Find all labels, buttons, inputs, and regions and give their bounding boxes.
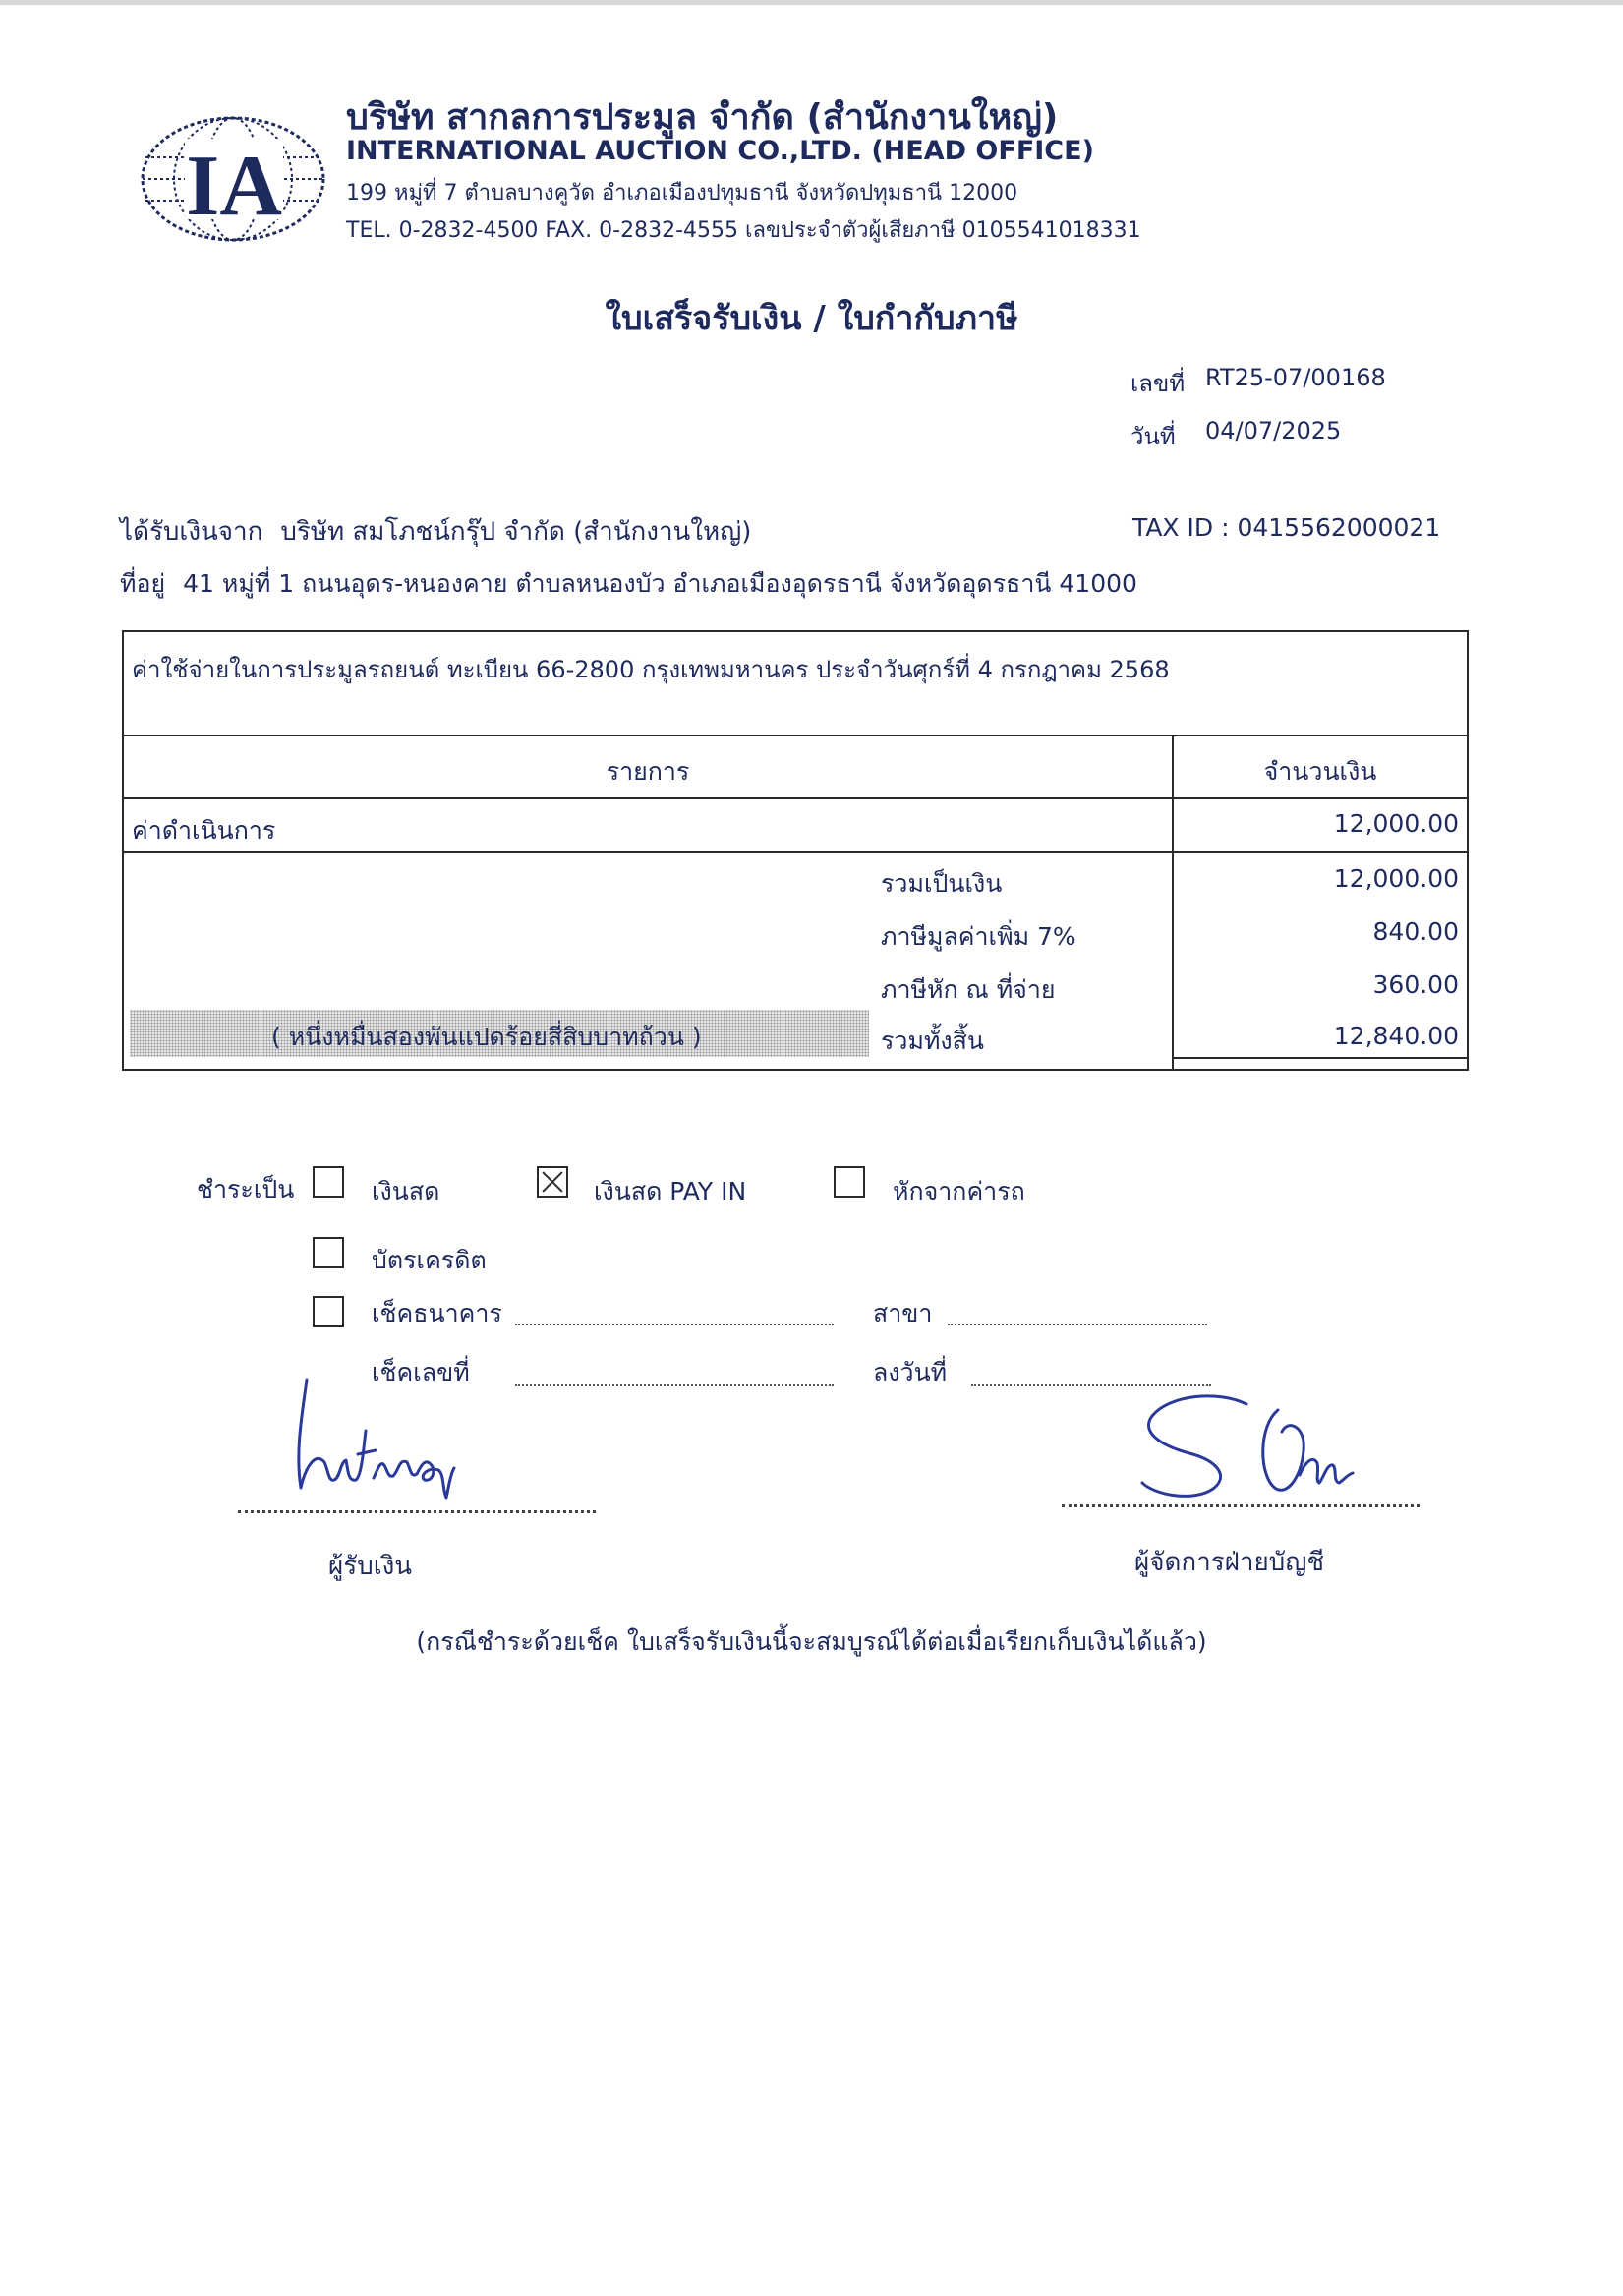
receipt-table [122,630,1469,1071]
customer-tax-id: TAX ID : 0415562000021 [1132,513,1441,542]
dated-label: ลงวันที่ [873,1358,948,1386]
receiver-signature-line [238,1510,596,1513]
bank-cheque-label: เช็คธนาคาร [372,1299,502,1327]
received-from [120,511,769,552]
customer-address-row [120,564,1137,604]
withholding-tax-amount: 360.00 [1372,971,1459,999]
deduct-from-car-checkbox[interactable] [834,1166,865,1198]
manager-label: ผู้จัดการฝ่ายบัญชี [1134,1548,1325,1577]
scan-edge [0,0,1623,5]
cash-checkbox[interactable] [313,1166,344,1198]
cheque-number-label: เช็คเลขที่ [372,1358,470,1386]
vat-label: ภาษีมูลค่าเพิ่ม 7% [881,922,1076,951]
manager-signature [1130,1386,1366,1504]
credit-card-checkbox[interactable] [313,1237,344,1268]
receiver-signature [285,1372,482,1504]
company-contact: TEL. 0-2832-4500 FAX. 0-2832-4555 เลขประจำตัวผู้เสียภาษี 0105541018331 [346,218,1141,243]
subtotal-label: รวมเป็นเงิน [881,869,1003,898]
company-logo [138,113,329,246]
company-name-thai: บริษัท สากลการประมูล จำกัด (สำนักงานใหญ่) [346,97,1059,138]
receiver-label: ผู้รับเงิน [328,1552,413,1581]
subtotal-amount: 12,000.00 [1333,864,1459,893]
customer-address: 41 หมู่ที่ 1 ถนนอุดร-หนองคาย ตำบลหนองบัว อำเภอเมืองอุดรธานี จังหวัดอุดรธานี 41000 [183,569,1137,598]
vat-amount: 840.00 [1372,917,1459,946]
logo-text: IA [186,139,282,234]
cash-payin-label: เงินสด PAY IN [594,1177,747,1206]
doc-number-label: เลขที่ [1130,370,1186,397]
branch-label: สาขา [873,1299,933,1327]
customer-name: บริษัท สมโภชน์กรุ๊ป จำกัด (สำนักงานใหญ่) [280,517,752,547]
branch-line [948,1324,1207,1325]
cash-label: เงินสด [372,1177,440,1206]
company-address: 199 หมู่ที่ 7 ตำบลบางคูวัด อำเภอเมืองปทุมธานี จังหวัดปทุมธานี 12000 [346,181,1018,206]
doc-date-label: วันที่ [1130,423,1176,450]
cheque-number-line [515,1384,834,1386]
received-from-label: ได้รับเงินจาก [120,517,263,547]
document-title: ใบเสร็จรับเงิน / ใบกำกับภาษี [605,299,1018,338]
cash-payin-checkbox[interactable] [537,1166,568,1198]
withholding-tax-label: ภาษีหัก ณ ที่จ่าย [881,975,1056,1004]
item-amount: 12,000.00 [1333,809,1459,838]
total-label: รวมทั้งสิ้น [881,1027,984,1055]
company-name-english: INTERNATIONAL AUCTION CO.,LTD. (HEAD OFFICE) [346,136,1094,166]
total-in-words: ( หนึ่งหมื่นสองพันแปดร้อยสี่สิบบาทถ้วน ) [271,1023,702,1051]
doc-number: RT25-07/00168 [1205,364,1386,391]
bank-cheque-line [515,1324,834,1325]
total-amount: 12,840.00 [1333,1022,1459,1050]
doc-date: 04/07/2025 [1205,417,1342,444]
bank-cheque-checkbox[interactable] [313,1296,344,1327]
deduct-from-car-label: หักจากค่ารถ [893,1177,1025,1206]
column-header-amount: จำนวนเงิน [1263,757,1377,786]
address-label: ที่อยู่ [120,569,166,598]
payment-label: ชำระเป็น [197,1175,295,1204]
manager-signature-line [1062,1504,1420,1507]
cheque-note: (กรณีชำระด้วยเช็ค ใบเสร็จรับเงินนี้จะสมบูรณ์ได้ต่อเมื่อเรียกเก็บเงินได้แล้ว) [416,1627,1207,1656]
column-header-items: รายการ [606,757,690,786]
item-name: ค่าดำเนินการ [132,816,276,845]
table-description: ค่าใช้จ่ายในการประมูลรถยนต์ ทะเบียน 66-2800 กรุงเทพมหานคร ประจำวันศุกร์ที่ 4 กรกฎาคม 2568 [132,656,1170,683]
credit-card-label: บัตรเครดิต [372,1246,487,1274]
